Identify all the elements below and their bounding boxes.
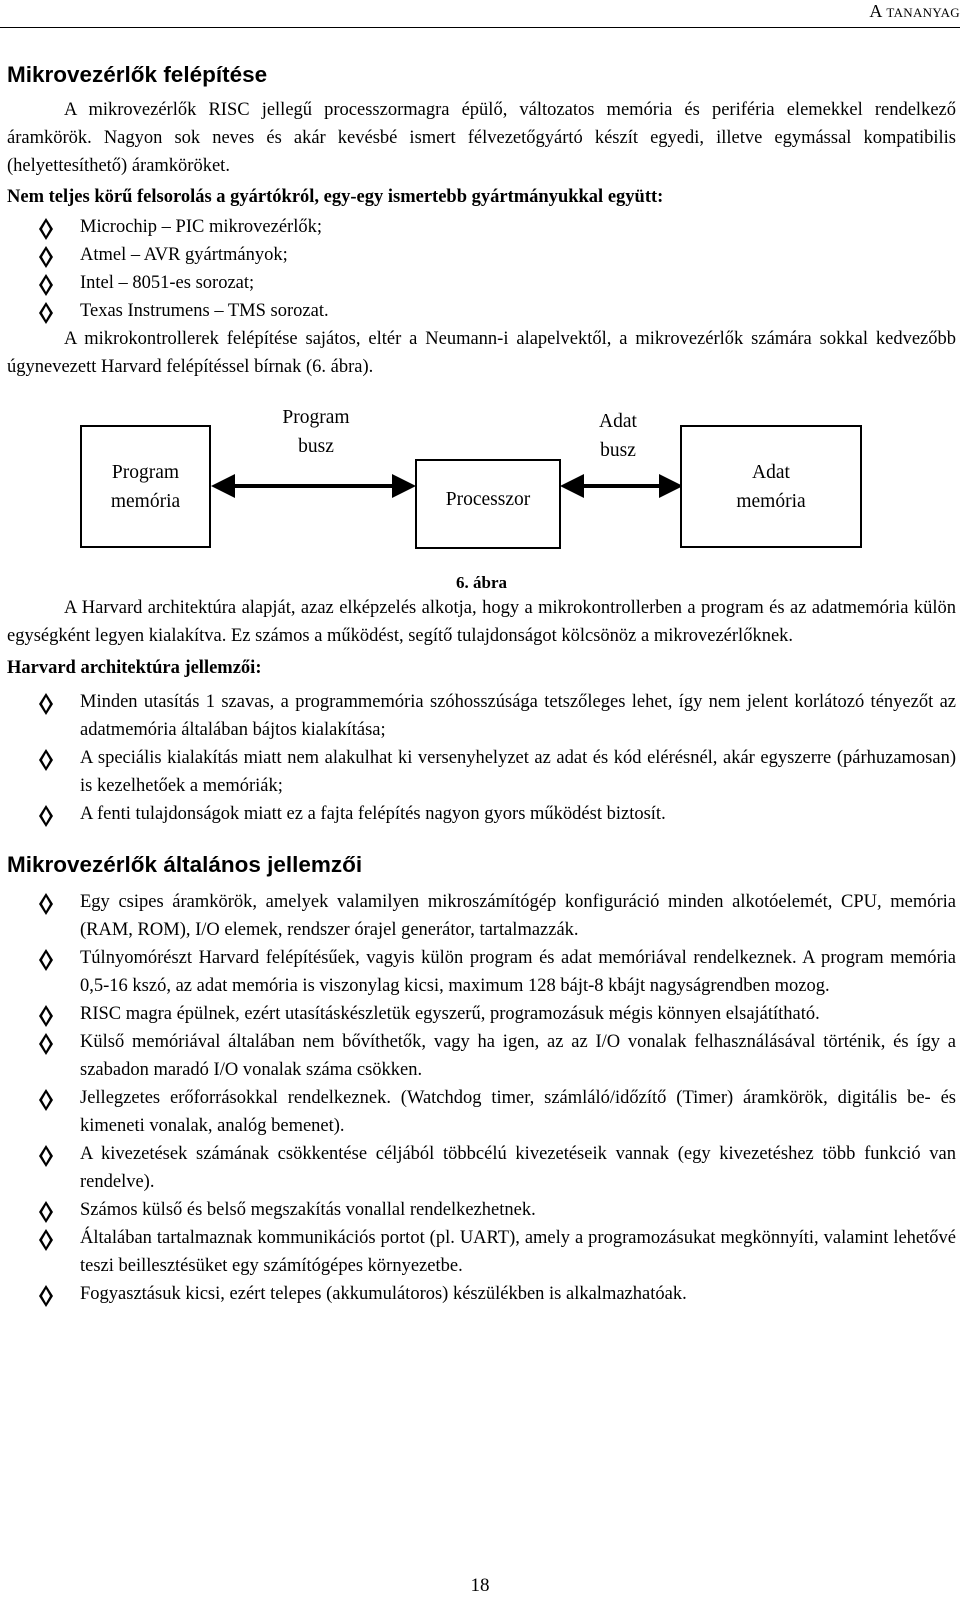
list-item [7,688,956,744]
diamond-bullet-icon [37,1032,55,1056]
data-memory-box [680,425,862,548]
diamond-bullet-icon [37,301,55,325]
list-item-text: Általában tartalmaznak kommunikációs portot (pl. UART), amely a programozásukat megkönnyíti, valamint lehetővé teszi beillesztésüket egy számítógépes környezetbe. [80,1228,956,1276]
program-bus-arrow [211,474,416,498]
harvard-paragraph: A Harvard architektúra alapját, azaz elképzelés alkotja, hogy a mikrokontrollerben a program és az adatmemória külön egységként legyen kialakítva. Ez számos a működést, segítő tulajdonságot kölcsönöz a mikrovezérlőknek. [7,598,956,646]
list-item-text: Intel – 8051-es sorozat; [80,273,255,293]
program-memory-label-1: Program [111,461,180,483]
section-title-2: Mikrovezérlők általános jellemzői [7,852,363,877]
diamond-bullet-icon [37,1088,55,1112]
figure-caption: 6. ábra [456,573,507,592]
list-item [7,1000,956,1028]
list-item-text: Atmel – AVR gyártmányok; [80,245,288,265]
list-item [7,297,956,325]
list-item-text: Számos külső és belső megszakítás vonallal rendelkezhetnek. [80,1200,536,1220]
data-memory-label-2: memória [736,490,806,512]
diamond-bullet-icon [37,692,55,716]
diamond-bullet-icon [37,804,55,828]
manufacturer-list [7,213,956,325]
list-item-text: Túlnyomórészt Harvard felépítésűek, vagyis külön program és adat memóriával rendelkeznek. A program memória 0,5-16 kszó, az adat memória is viszonylag kicsi, maximum 128 bájt-8 kbájt nagyságrendben mozog. [80,948,956,996]
list-item-text: A kivezetések számának csökkentése céljából többcélú kivezetéseik vannak (egy kivezetéshez több funkció van rendelve). [80,1144,956,1192]
list-item [7,744,956,800]
list-item-text: Egy csipes áramkörök, amelyek valamilyen mikroszámítógép konfiguráció minden alkotóelemét, CPU, memória (RAM, ROM), I/O elemek, rendszer órajel generátor, tartalmazzák. [80,892,956,940]
program-memory-label-2: memória [110,490,181,512]
diamond-bullet-icon [37,217,55,241]
list-item [7,1028,956,1084]
list-item-text: Microchip – PIC mikrovezérlők; [80,217,322,237]
list-item-text: Minden utasítás 1 szavas, a programmemória szóhosszúsága tetszőleges lehet, így nem jelent korlátozó tényezőt az adatmemória általában bájtos kialakítása; [80,692,956,740]
diamond-bullet-icon [37,1144,55,1168]
list-item [7,888,956,944]
program-memory-box [80,425,211,548]
list-item-text: Külső memóriával általában nem bővíthetők, vagy ha igen, az az I/O vonalak felhasználásával történik, és így a szabadon maradó I/O vonalak száma csökken. [80,1032,956,1080]
intro-paragraph: A mikrovezérlők RISC jellegű processzormagra épülő, változatos memória és periféria elemekkel rendelkező áramkörök. Nagyon sok neves és akár kevésbé ismert félvezetőgyártó készít egyedi, illetve egymással kompatibilis (helyettesíthető) áramköröket. [7,100,956,176]
list-item-text: A fenti tulajdonságok miatt ez a fajta felépítés nagyon gyors működést biztosít. [80,804,666,824]
diamond-bullet-icon [37,273,55,297]
diamond-bullet-icon [37,1284,55,1308]
list-item-text: Fogyasztásuk kicsi, ezért telepes (akkumulátoros) készülékben is alkalmazhatóak. [80,1284,687,1304]
list-item-text: RISC magra épülnek, ezért utasításkészletük egyszerű, programozásuk mégis könnyen elsajátítható. [80,1004,820,1024]
diamond-bullet-icon [37,1228,55,1252]
data-memory-label-1: Adat [752,461,790,483]
diamond-bullet-icon [37,892,55,916]
diamond-bullet-icon [37,948,55,972]
diamond-bullet-icon [37,245,55,269]
list-item [7,944,956,1000]
data-bus-label: Adat busz [599,411,637,461]
page-content [7,60,956,1308]
list-item [7,800,956,828]
list-item-text: Jellegzetes erőforrásokkal rendelkeznek. (Watchdog timer, számláló/időzítő (Timer) áramkörök, digitális be- és kimeneti vonalak, analóg bemenet). [80,1088,956,1136]
general-features-list [7,888,956,1308]
page-number: 18 [470,1575,490,1596]
list-item [7,1224,956,1280]
list-item [7,1280,956,1308]
list-item [7,213,956,241]
list-item-text: Texas Instrumens – TMS sorozat. [80,301,329,321]
list-item [7,1084,956,1140]
running-head: A tananyag [869,1,960,21]
harvard-features-heading: Harvard architektúra jellemzői: [7,658,262,678]
list-item [7,241,956,269]
header-rule [0,27,960,28]
program-bus-label: Program busz [282,407,350,457]
architecture-paragraph: A mikrokontrollerek felépítése sajátos, eltér a Neumann-i alapelvektől, a mikrovezérlők számára sokkal kedvezőbb úgynevezett Harvard felépítéssel bírnak (6. ábra). [7,329,956,377]
diamond-bullet-icon [37,748,55,772]
section-title: Mikrovezérlők felépítése [7,62,268,87]
processor-outline [389,459,587,549]
list-item-text: A speciális kialakítás miatt nem alakulhat ki versenyhelyzet az adat és kód elérésnél, akár egyszerre (párhuzamosan) is kezelhetőek a memóriák; [80,748,956,796]
list-item [7,1196,956,1224]
diamond-bullet-icon [37,1004,55,1028]
manufacturers-heading: Nem teljes körű felsorolás a gyártókról, egy-egy ismertebb gyártmányukkal együtt: [7,187,664,207]
harvard-diagram [7,395,956,570]
harvard-feature-list [7,688,956,828]
list-item [7,1140,956,1196]
diamond-bullet-icon [37,1200,55,1224]
processor-label: Processzor [445,488,531,510]
list-item [7,269,956,297]
